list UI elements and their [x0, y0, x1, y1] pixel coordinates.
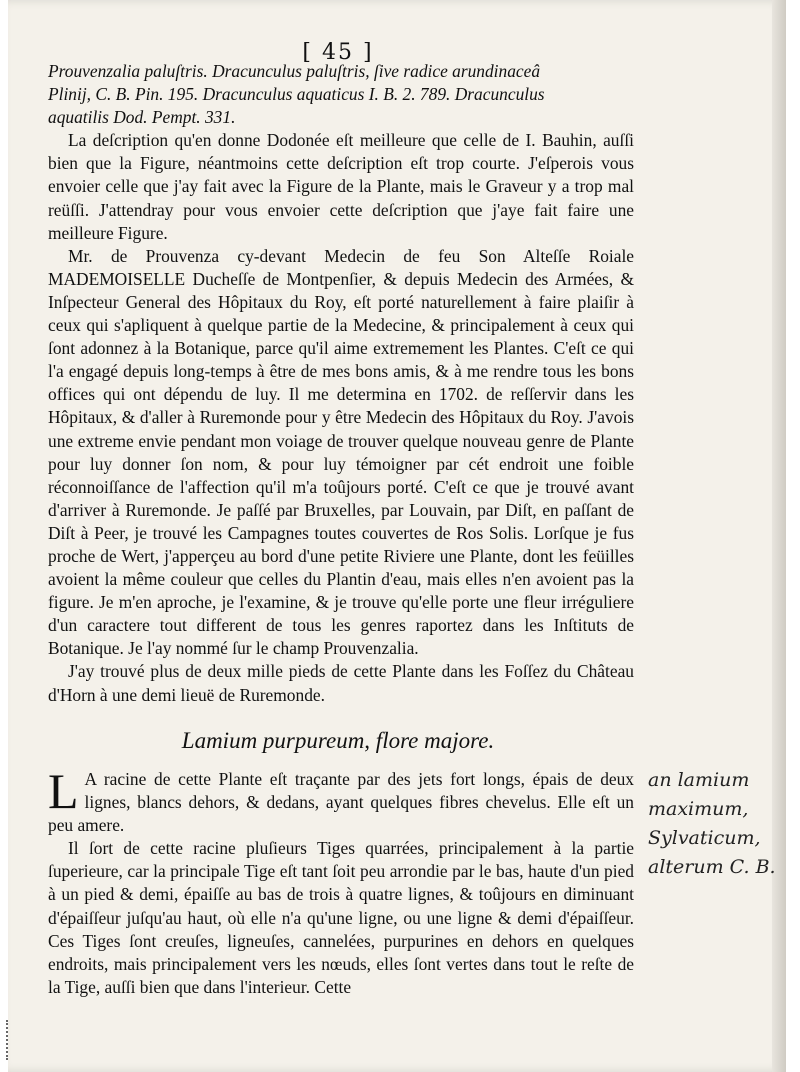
handwritten-margin-note: [648, 766, 788, 882]
margin-note-line: an lamium: [648, 769, 750, 791]
margin-note-line: alterum C. B.: [648, 856, 776, 878]
lamium-description: [48, 763, 634, 999]
entry-headline-line: Plinij, C. B. Pin. 195. Dracunculus aquaticus I. B. 2. 789. Dracunculus: [48, 84, 545, 105]
entry-paragraph: J'ay trouvé plus de deux mille pieds de cette Plante dans les Foſſez du Château d'Horn à une demi lieuë de Ruremonde.: [48, 661, 634, 705]
margin-note-line: maximum,: [648, 798, 749, 820]
entry-paragraph: Mr. de Prouvenza cy-devant Medecin de feu Son Alteſſe Roiale MADEMOISELLE Ducheſſe de Montpenſier, & depuis Medecin des Armées, & Inſpecteur General des Hôpitaux du Roy, eſt porté naturellement à faire plaiſir à ceux qui s'apliquent à quelque partie de la Medecine, & principalement à ceux qui ſont adonnez à la Botanique, parce qu'il aime extremement les Plantes. C'eſt ce qui l'a engagé depuis long-temps à être de mes bons amis, & à me rendre tous les bons offices qui ont dépendu de luy. Il me determina en 1702. de reſſervir dans les Hôpitaux, & d'aller à Ruremonde pour y être Medecin des Hôpitaux du Roy. J'avois une extreme envie pendant mon voiage de trouver quelque nouveau genre de Plante pour luy donner ſon nom, & pour luy témoigner par cét endroit une foible réconnoiſſance de l'affection qu'il m'a toûjours porté. C'eſt ce que je trouvé avant d'arriver à Ruremonde. Je paſſé par Bruxelles, par Louvain, par Diſt, en paſſant de Diſt à Peer, je trouvé les Campagnes toutes couvertes de Ros Solis. Lorſque je fus proche de Wert, j'apperçeu au bord d'une petite Riviere une Plante, dont les feüilles avoient la même couleur que celles du Plantin d'eau, mais elles n'en avoient pas la figure. Je m'en aproche, je l'examine, & je trouve qu'elle porte une fleur irréguliere d'un caractere tout different de tous les genres raportez dans les Inſtituts de Botanique. Je l'ay nommé ſur le champ Prouvenzalia.: [48, 245, 634, 659]
section-title: Lamium purpureum, flore majore.: [181, 728, 495, 753]
entry-headline-line: aquatilis Dod. Pempt. 331.: [48, 107, 236, 128]
lamium-paragraph: [48, 763, 634, 837]
page-gutter: [772, 0, 786, 1072]
book-page: [8, 0, 786, 1072]
prouvenzalia-entry: [48, 60, 634, 707]
drop-cap: L: [48, 763, 79, 819]
entry-paragraph: La deſcription qu'en donne Dodonée eſt meilleure que celle de I. Bauhin, auſſi bien que la Figure, néantmoins cette deſcription eſt trop courte. J'eſperois vous envoier celle que j'ay fait avec la Figure de la Plante, mais le Graveur y a trop mal reüſſi. J'attendray pour vous envoier cette deſcription que j'aye fait faire une meilleure Figure.: [48, 130, 634, 243]
margin-note-line: Sylvaticum,: [648, 827, 761, 849]
lamium-paragraph-text: A racine de cette Plante eſt traçante par des jets fort longs, épais de deux lignes, blancs dehors, & dedans, ayant quelques fibres chevelus. Elle eſt un peu amere.: [48, 769, 634, 836]
page-number: [ 45 ]: [302, 40, 374, 65]
scan-edge-mark: [6, 1020, 10, 1060]
lamium-paragraph: Il ſort de cette racine pluſieurs Tiges quarrées, principalement à la partie ſuperieure, car la principale Tige eſt tant ſoit peu arrondie par le bas, haute d'un pied à un pied & demi, épaiſſe au bas de trois à quatre lignes, & toûjours en diminuant d'épaiſſeur juſqu'au haut, où elle n'a qu'une ligne, ou une ligne & demi d'épaiſſeur. Ces Tiges ſont creuſes, ligneuſes, cannelées, purpurines en dehors en quelques endroits, mais principalement vers les nœuds, elles ſont vertes dans tout le reſte de la Tige, auſſi bien que dans l'interieur. Cette: [48, 838, 634, 997]
entry-headline-line: Prouvenzalia paluſtris. Dracunculus paluſtris, ſive radice arundinaceâ: [48, 61, 541, 81]
